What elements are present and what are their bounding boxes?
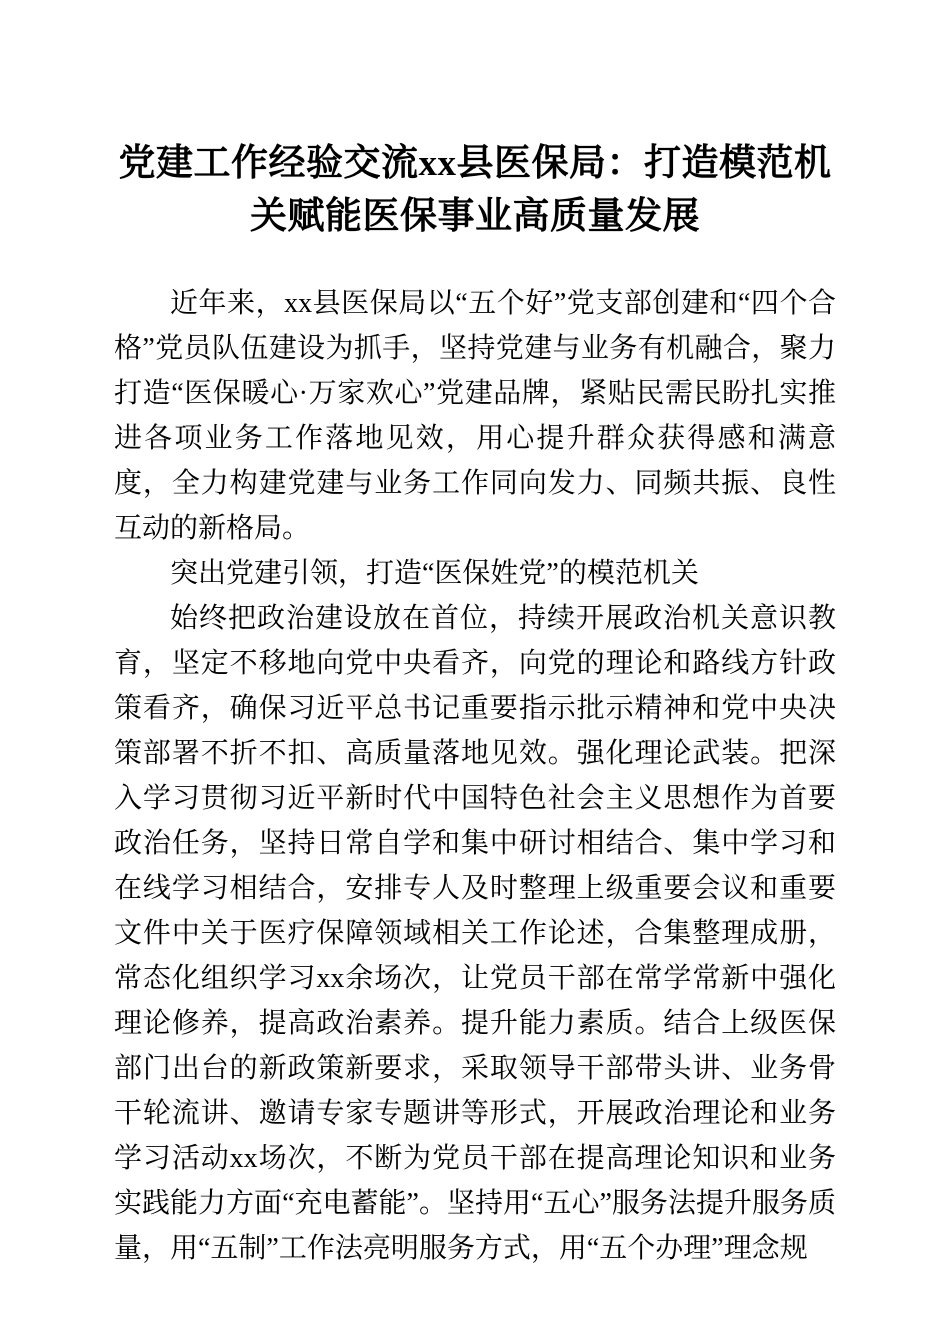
- paragraph-body: 始终把政治建设放在首位，持续开展政治机关意识教育，坚定不移地向党中央看齐，向党的理论和路线方针政策看齐，确保习近平总书记重要指示批示精神和党中央决策部署不折不扣、高质量落地见效。强化理论武装。把深入学习贯彻习近平新时代中国特色社会主义思想作为首要政治任务，坚持日常自学和集中研讨相结合、集中学习和在线学习相结合，安排专人及时整理上级重要会议和重要文件中关于医疗保障领域相关工作论述，合集整理成册，常态化组织学习xx余场次，让党员干部在常学常新中强化理论修养，提高政治素养。提升能力素质。结合上级医保部门出台的新政策新要求，采取领导干部带头讲、业务骨干轮流讲、邀请专家专题讲等形式，开展政治理论和业务学习活动xx场次，不断为党员干部在提高理论知识和业务实践能力方面“充电蓄能”。坚持用“五心”服务法提升服务质量，用“五制”工作法亮明服务方式，用“五个办理”理念规: [114, 603, 836, 1265]
- section-subheading: 突出党建引领，打造“医保姓党”的模范机关: [170, 558, 699, 590]
- document-title: 党建工作经验交流xx县医保局：打造模范机关赋能医保事业高质量发展: [118, 143, 832, 237]
- paragraph-intro: 近年来，xx县医保局以“五个好”党支部创建和“四个合格”党员队伍建设为抓手，坚持党建与业务有机融合，聚力打造“医保暖心·万家欢心”党建品牌，紧贴民需民盼扎实推进各项业务工作落地见效，用心提升群众获得感和满意度，全力构建党建与业务工作同向发力、同频共振、良性互动的新格局。: [114, 288, 836, 545]
